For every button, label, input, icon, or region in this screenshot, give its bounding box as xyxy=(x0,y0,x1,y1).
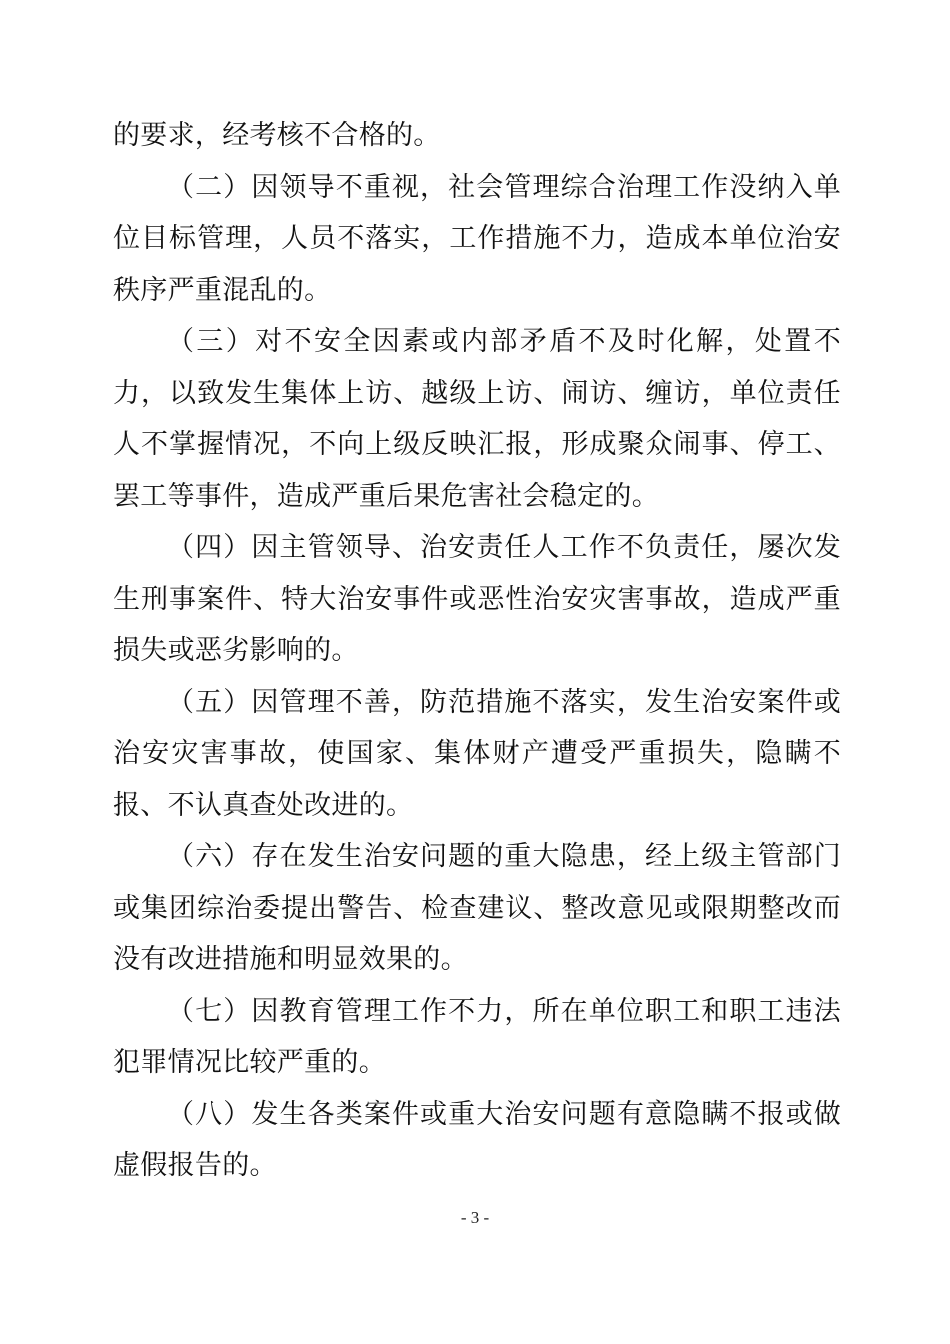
paragraph-item-3: （三）对不安全因素或内部矛盾不及时化解，处置不力，以致发生集体上访、越级上访、闹访、缠访，单位责任人不掌握情况，不向上级反映汇报，形成聚众闹事、停工、罢工等事件，造成严重后果危害社会稳定的。 xyxy=(113,326,841,512)
paragraph-item-2: （二）因领导不重视，社会管理综合治理工作没纳入单位目标管理，人员不落实，工作措施不力，造成本单位治安秩序严重混乱的。 xyxy=(113,171,841,306)
document-body xyxy=(113,110,841,1192)
paragraph-continuation: 的要求，经考核不合格的。 xyxy=(113,120,441,151)
paragraph-item-5: （五）因管理不善，防范措施不落实，发生治安案件或治安灾害事故，使国家、集体财产遭受严重损失，隐瞒不报、不认真查处改进的。 xyxy=(113,686,841,821)
paragraph-item-6: （六）存在发生治安问题的重大隐患，经上级主管部门或集团综治委提出警告、检查建议、整改意见或限期整改而没有改进措施和明显效果的。 xyxy=(113,841,841,975)
paragraph-item-4: （四）因主管领导、治安责任人工作不负责任，屡次发生刑事案件、特大治安事件或恶性治安灾害事故，造成严重损失或恶劣影响的。 xyxy=(113,532,841,666)
paragraph-item-8: （八）发生各类案件或重大治安问题有意隐瞒不报或做虚假报告的。 xyxy=(113,1098,841,1181)
paragraph-item-7: （七）因教育管理工作不力，所在单位职工和职工违法犯罪情况比较严重的。 xyxy=(113,995,841,1078)
page-number: - 3 - xyxy=(460,1208,490,1227)
